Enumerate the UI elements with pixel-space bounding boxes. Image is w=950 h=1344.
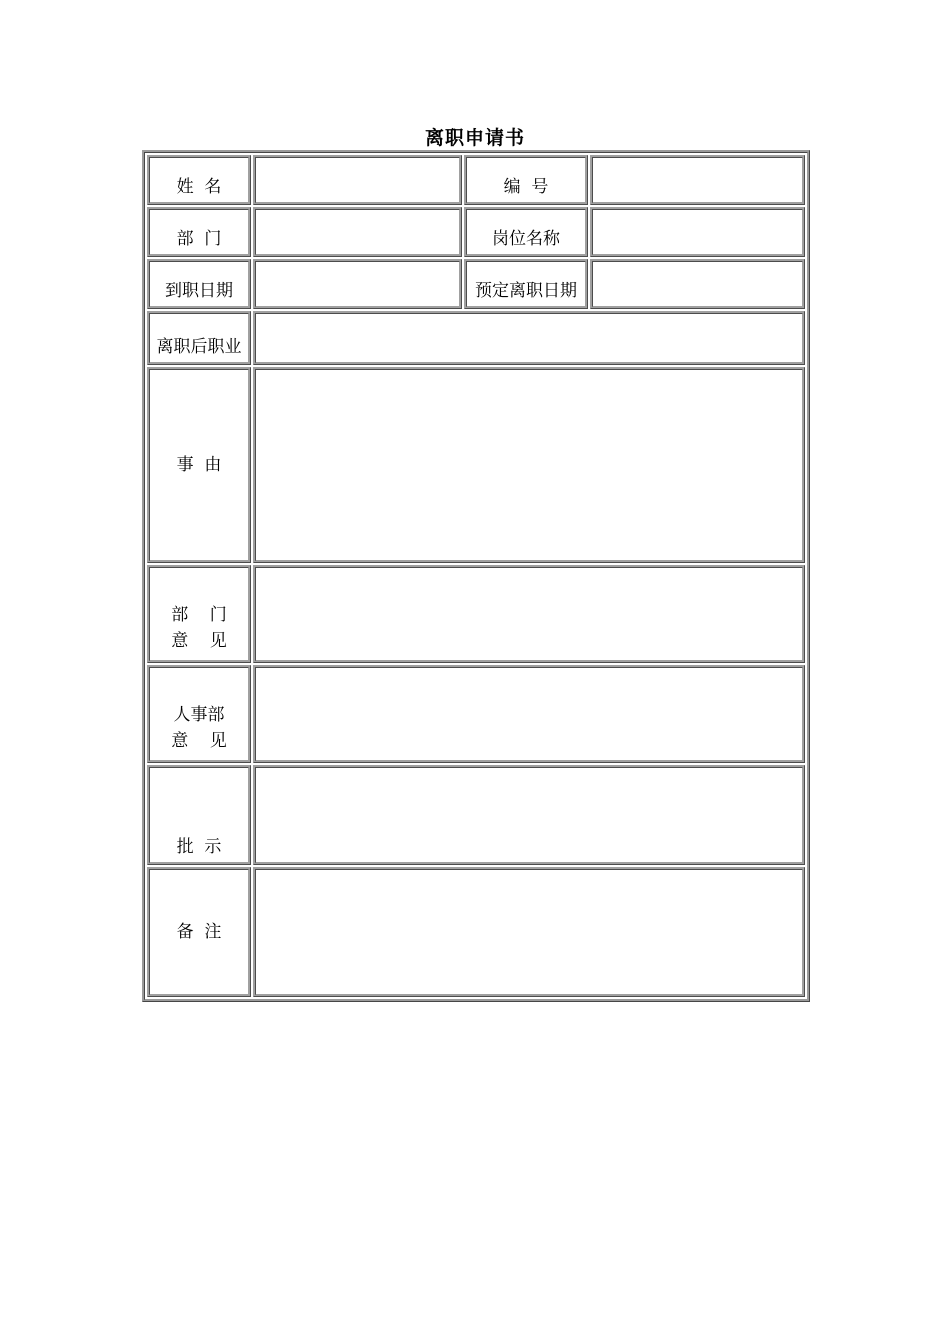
planned-leave-date-field[interactable] xyxy=(590,259,805,309)
planned-leave-date-label: 预定离职日期 xyxy=(464,259,588,309)
remarks-label: 备 注 xyxy=(147,867,251,997)
name-field[interactable] xyxy=(253,155,462,205)
reason-field[interactable] xyxy=(253,367,805,563)
post-career-label: 离职后职业 xyxy=(147,311,251,365)
form-title: 离职申请书 xyxy=(424,127,525,149)
department-field[interactable] xyxy=(253,207,462,257)
approval-field[interactable] xyxy=(253,765,805,865)
resignation-form-table xyxy=(142,150,810,1002)
position-field[interactable] xyxy=(590,207,805,257)
approval-label: 批 示 xyxy=(147,765,251,865)
number-label: 编 号 xyxy=(464,155,588,205)
position-label: 岗位名称 xyxy=(464,207,588,257)
reason-label: 事 由 xyxy=(147,367,251,563)
remarks-field[interactable] xyxy=(253,867,805,997)
hr-opinion-label: 人事部 意 见 xyxy=(147,665,251,763)
department-opinion-field[interactable] xyxy=(253,565,805,663)
department-label: 部 门 xyxy=(147,207,251,257)
hire-date-label: 到职日期 xyxy=(147,259,251,309)
department-opinion-label: 部 门 意 见 xyxy=(147,565,251,663)
name-label: 姓 名 xyxy=(147,155,251,205)
hire-date-field[interactable] xyxy=(253,259,462,309)
post-career-field[interactable] xyxy=(253,311,805,365)
hr-opinion-field[interactable] xyxy=(253,665,805,763)
number-field[interactable] xyxy=(590,155,805,205)
